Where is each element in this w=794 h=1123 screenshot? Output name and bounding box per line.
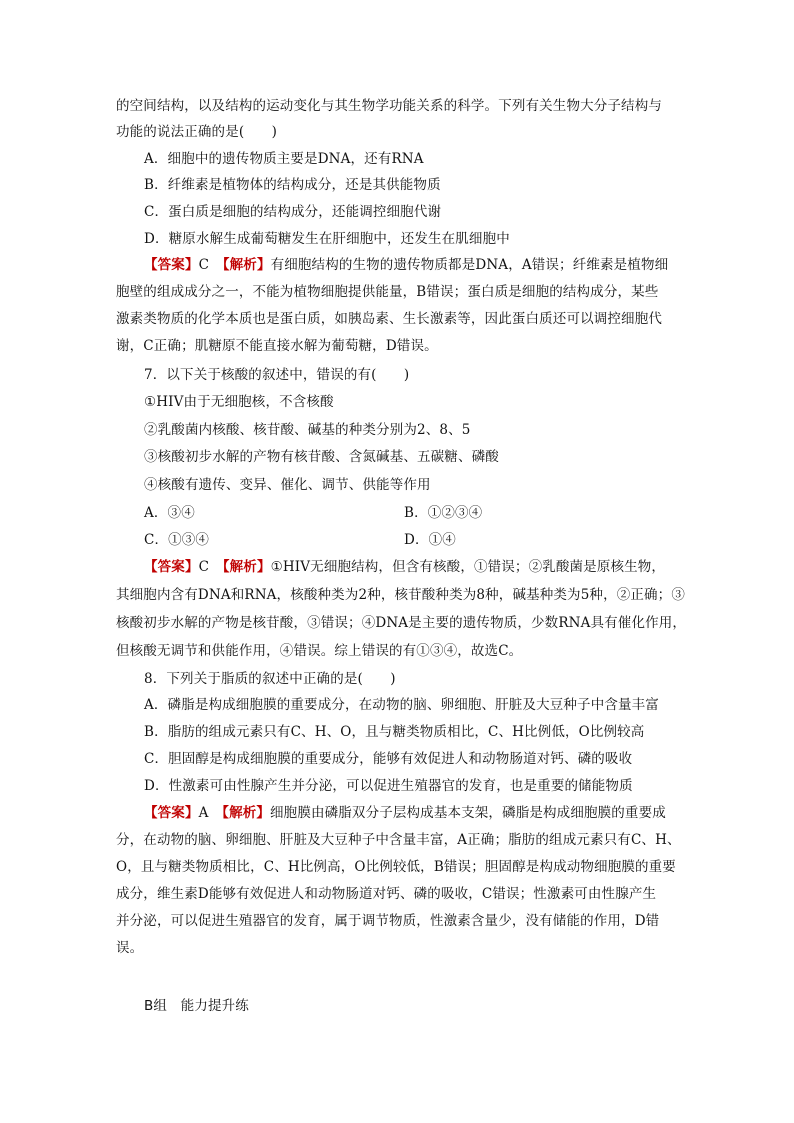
- q8-option-c: C．胆固醇是构成细胞膜的重要成分，能够有效促进人和动物肠道对钙、磷的吸收: [144, 751, 633, 767]
- section-b-heading: B组 能力提升练: [144, 998, 249, 1014]
- q6-answer-line: [144, 255, 668, 275]
- q8-option-b: B．脂肪的组成元素只有C、H、O，且与糖类物质相比，C、H比例低，O比例较高: [144, 724, 645, 740]
- q8-explanation-tag: 【解析】: [222, 805, 271, 821]
- q8-answer-tag: 【答案】: [144, 805, 199, 821]
- q7-option-b: B．①②③④: [404, 505, 483, 521]
- q6-option-b: B．纤维素是植物体的结构成分，还是其供能物质: [144, 177, 441, 193]
- q6-answer-letter: C: [198, 257, 210, 273]
- q8-explanation-line4: 成分，维生素D能够有效促进人和动物肠道对钙、磷的吸收，C错误；性激素可由性腺产生: [116, 886, 657, 902]
- q8-explanation-line5: 并分泌，可以促进生殖器官的发育，属于调节物质，性激素含量少，没有储能的作用，D错: [116, 913, 660, 929]
- q6-explanation-line4: 谢，C正确；肌糖原不能直接水解为葡萄糖，D错误。: [116, 338, 438, 354]
- q6-answer-tag: 【答案】: [144, 257, 199, 273]
- q7-item1: ①HIV由于无细胞核，不含核酸: [144, 394, 334, 410]
- q7-item2: ②乳酸菌内核酸、核苷酸、碱基的种类分别为2、8、5: [144, 422, 471, 438]
- q8-answer-letter: A: [198, 805, 209, 821]
- q7-explanation-line1: ①HIV无细胞结构，但含有核酸，①错误；②乳酸菌是原核生物，: [270, 559, 666, 575]
- q7-answer-tag: 【答案】: [144, 559, 199, 575]
- q8-explanation-line3: O，且与糖类物质相比，C、H比例高，O比例较低，B错误；胆固醇是构成动物细胞膜的重要: [116, 859, 676, 875]
- q7-option-c: C．①③④: [144, 532, 210, 548]
- q7-item3: ③核酸初步水解的产物有核苷酸、含氮碱基、五碳糖、磷酸: [144, 449, 499, 465]
- q7-option-a: A．③④: [144, 505, 195, 521]
- q6-explanation-tag: 【解析】: [222, 257, 271, 273]
- q8-stem: 8．下列关于脂质的叙述中正确的是( ): [144, 671, 396, 687]
- q6-stem-line2: 功能的说法正确的是( ): [116, 124, 277, 140]
- q8-option-a: A．磷脂是构成细胞膜的重要成分，在动物的脑、卵细胞、肝脏及大豆种子中含量丰富: [144, 697, 659, 713]
- q7-explanation-line4: 但核酸无调节和供能作用，④错误。综上错误的有①③④，故选C。: [116, 643, 523, 659]
- q8-explanation-line6: 误。: [116, 940, 144, 956]
- q6-explanation-line3: 激素类物质的化学本质也是蛋白质，如胰岛素、生长激素等，因此蛋白质还可以调控细胞代: [116, 311, 662, 327]
- q7-answer-letter: C: [198, 559, 210, 575]
- q8-answer-line: [144, 803, 666, 823]
- q6-option-c: C．蛋白质是细胞的结构成分，还能调控细胞代谢: [144, 204, 442, 220]
- q7-option-d: D．①④: [404, 532, 456, 548]
- q6-explanation-line1: 有细胞结构的生物的遗传物质都是DNA，A错误；纤维素是植物细: [270, 257, 669, 273]
- q8-explanation-line2: 分，在动物的脑、卵细胞、肝脏及大豆种子中含量丰富，A正确；脂肪的组成元素只有C、H、: [116, 832, 681, 848]
- q8-option-d: D．性激素可由性腺产生并分泌，可以促进生殖器官的发育，也是重要的储能物质: [144, 778, 633, 794]
- q7-explanation-tag: 【解析】: [222, 559, 271, 575]
- q6-option-a: A．细胞中的遗传物质主要是DNA，还有RNA: [144, 151, 424, 167]
- q6-stem-line1: 的空间结构，以及结构的运动变化与其生物学功能关系的科学。下列有关生物大分子结构与: [116, 98, 662, 114]
- q7-stem: 7．以下关于核酸的叙述中，错误的有( ): [144, 367, 410, 383]
- q6-explanation-line2: 胞壁的组成成分之一，不能为植物细胞提供能量，B错误；蛋白质是细胞的结构成分，某些: [116, 284, 659, 300]
- q8-explanation-line1: 细胞膜由磷脂双分子层构成基本支架，磷脂是构成细胞膜的重要成: [270, 805, 666, 821]
- q7-item4: ④核酸有遗传、变异、催化、调节、供能等作用: [144, 477, 431, 493]
- q7-answer-line: [144, 557, 665, 577]
- q7-explanation-line2: 其细胞内含有DNA和RNA，核酸种类为2种，核苷酸种类为8种，碱基种类为5种，②正确；③: [116, 587, 685, 603]
- q7-explanation-line3: 核酸初步水解的产物是核苷酸，③错误；④DNA是主要的遗传物质，少数RNA具有催化作用，: [116, 615, 687, 631]
- q6-option-d: D．糖原水解生成葡萄糖发生在肝细胞中，还发生在肌细胞中: [144, 231, 510, 247]
